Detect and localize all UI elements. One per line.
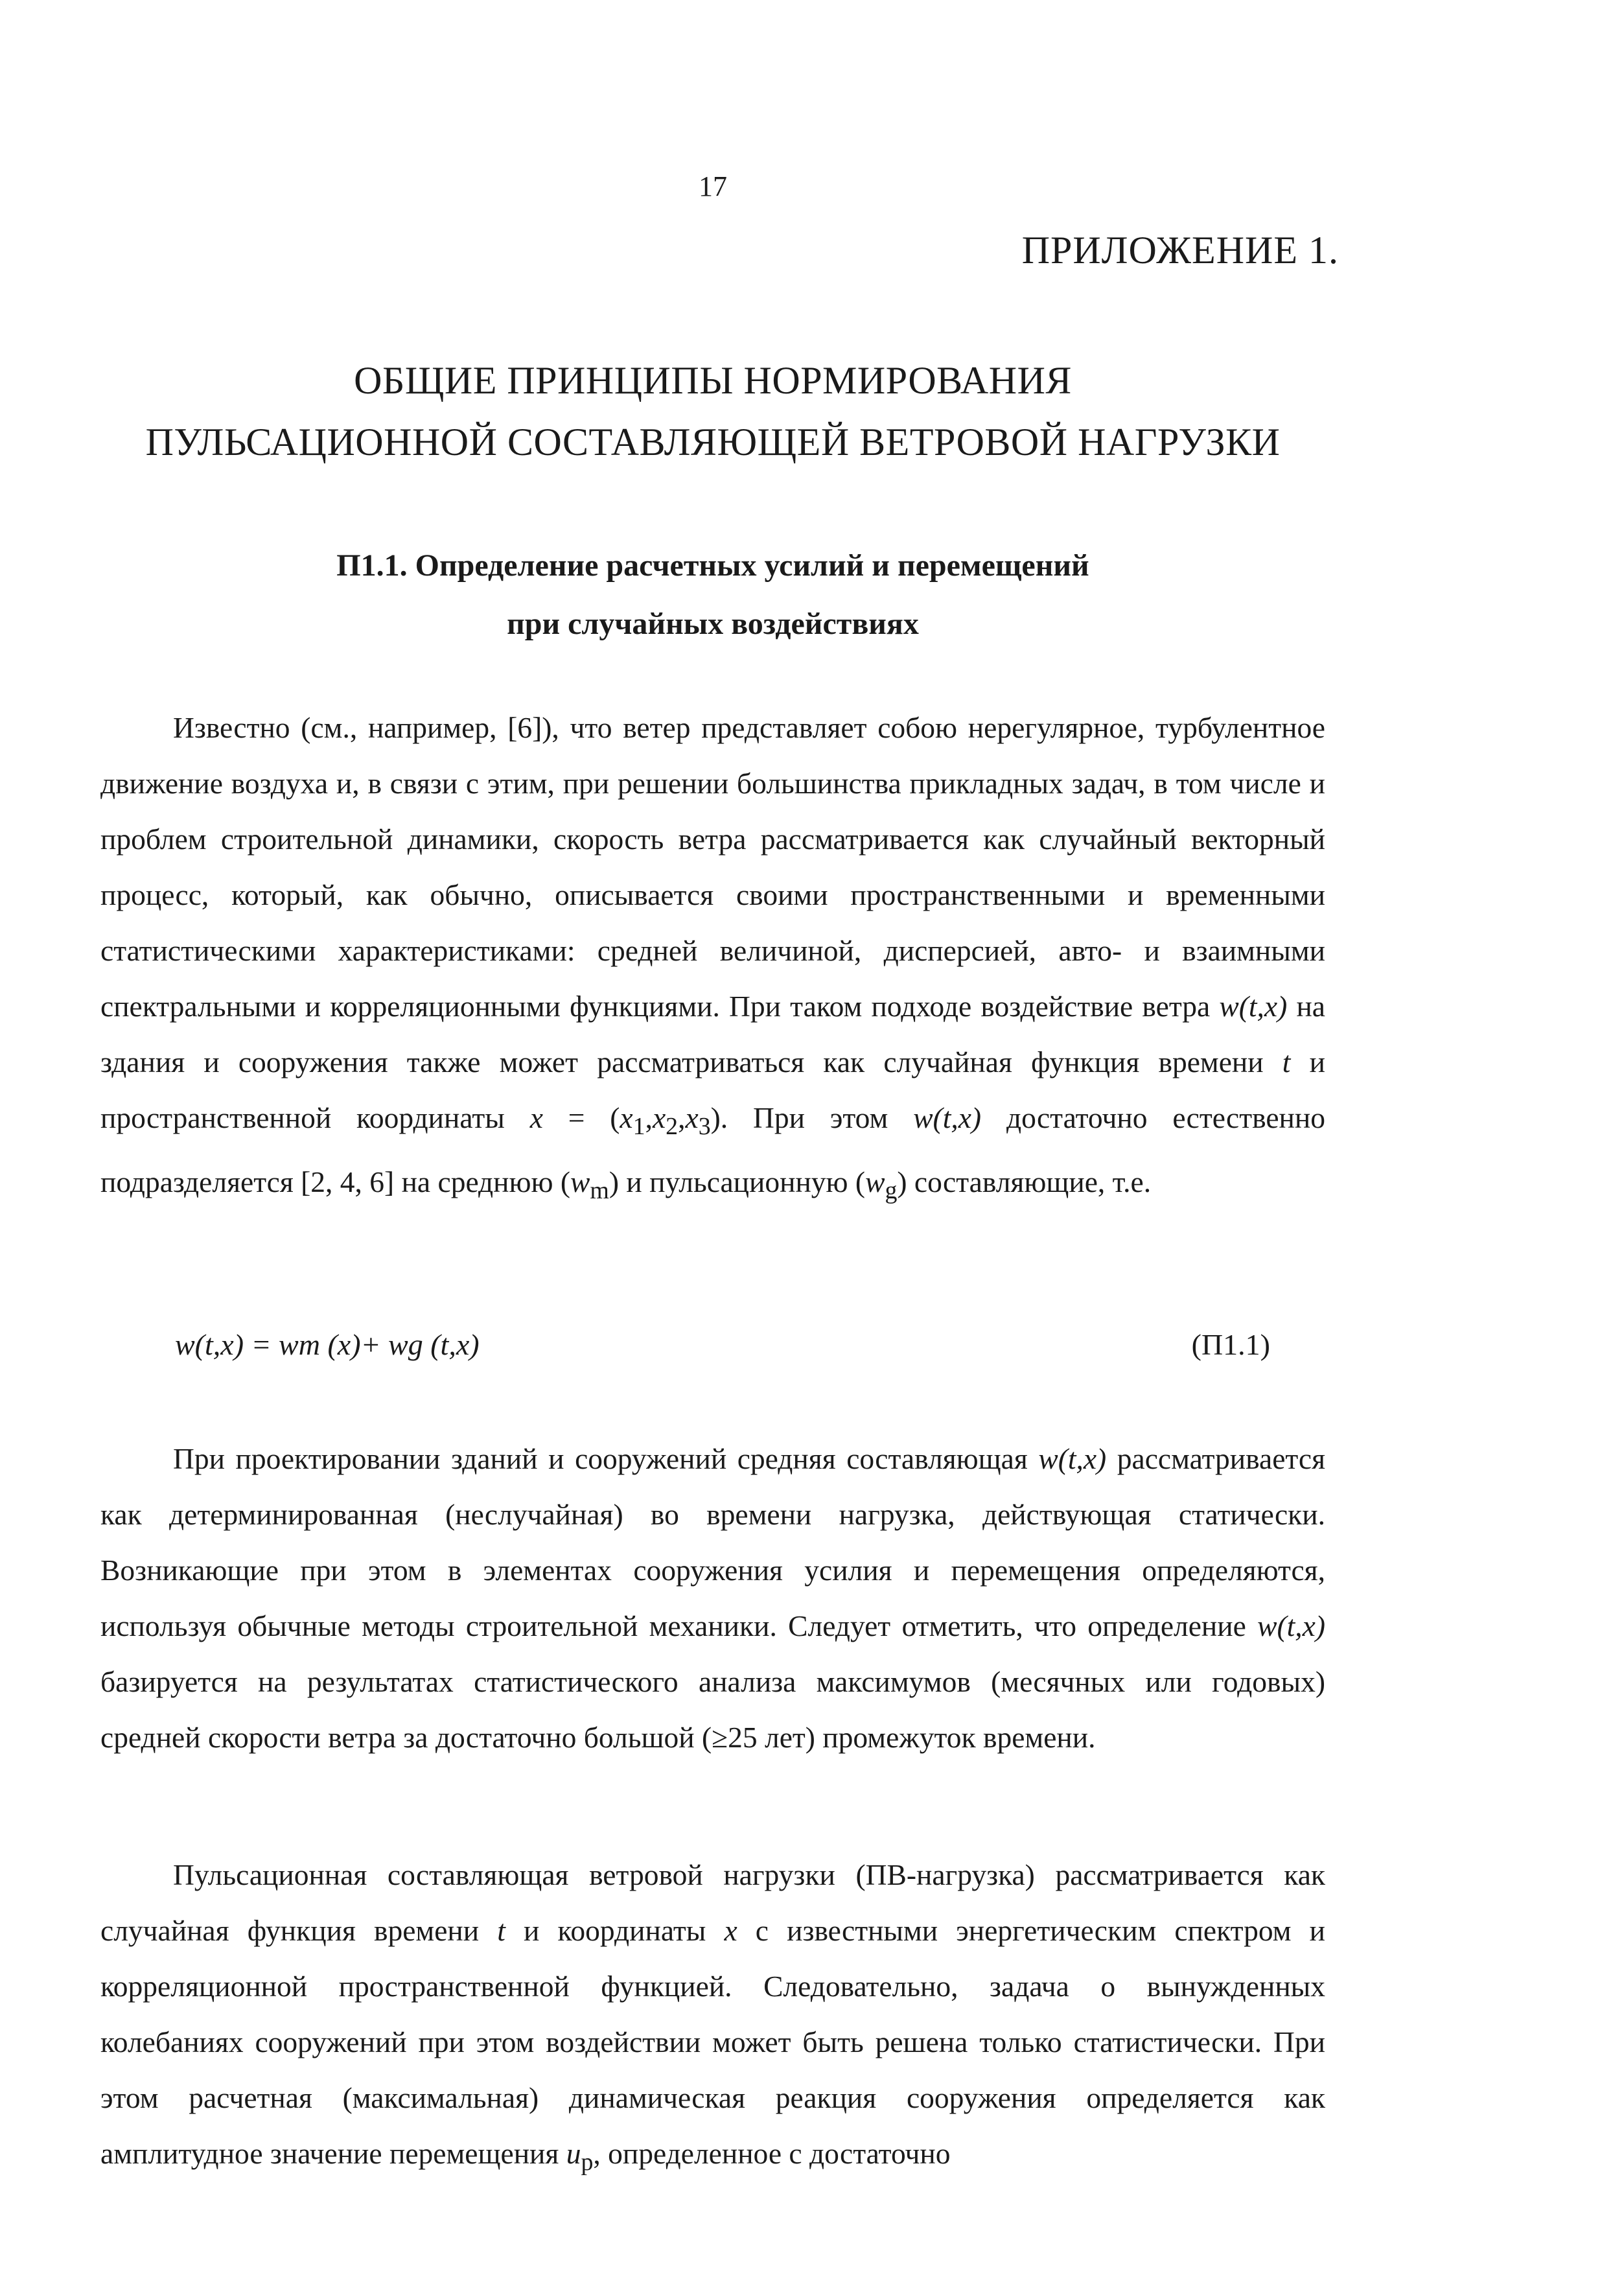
text-run: рассматривается как детерминированная (неслучайная) во времени нагрузка, действующая статически. Возникающие при этом в элементах сооружения усилия и перемещения определяются, используя обычные методы строительной механики. Следует отметить, что определение — [100, 1442, 1325, 1642]
text-run: достаточно естественно подразделяется [2, 4, 6] на среднюю ( — [100, 1101, 1325, 1199]
appendix-label: ПРИЛОЖЕНИЕ 1. — [1021, 229, 1339, 272]
text-run: , — [678, 1101, 686, 1134]
main-title-line-2: ПУЛЬСАЦИОННОЙ СОСТАВЛЯЮЩЕЙ ВЕТРОВОЙ НАГРУЗКИ — [145, 421, 1281, 463]
equation-body: w(t,x) = wm (x)+ wg (t,x) — [175, 1328, 480, 1361]
main-title — [0, 350, 1426, 473]
math-w: w — [570, 1165, 590, 1199]
text-run: При проектировании зданий и сооружений средняя составляющая — [173, 1442, 1039, 1475]
math-w: w — [865, 1165, 885, 1199]
math-w-tx: w(t,x) — [913, 1101, 982, 1134]
math-u: u — [566, 2137, 581, 2170]
math-x: x — [724, 1914, 737, 1947]
text-run: Известно (см., например, [6]), что ветер представляет собою нерегулярное, турбулентное движение воздуха и, в связи с этим, при решении большинства прикладных задач, в том числе и проблем строительной динамики, скорость ветра рассматривается как случайный векторный процесс, который, как обычно, описывается своими пространственными и временными статистическими характеристиками: средней величиной, дисперсией, авто- и взаимными спектральными и корреляционными функциями. При таком подходе воздействие ветра — [100, 711, 1325, 1023]
text-run: Пульсационная составляющая ветровой нагрузки (ПВ-нагрузка) рассматривается как случайная функция времени — [100, 1858, 1325, 1947]
subscript: 1 — [632, 1113, 645, 1141]
equation-text — [175, 1327, 480, 1362]
page-number: 17 — [699, 170, 727, 202]
math-w-tx: w(t,x) — [1038, 1442, 1107, 1475]
section-title-line-2: при случайных воздействиях — [507, 607, 919, 641]
subscript: 3 — [698, 1113, 711, 1141]
main-title-line-1: ОБЩИЕ ПРИНЦИПЫ НОРМИРОВАНИЯ — [354, 359, 1072, 402]
paragraph-pulsation-component — [100, 1847, 1325, 2190]
text-run: , определенное с достаточно — [593, 2137, 951, 2170]
section-title-line-1: П1.1. Определение расчетных усилий и перемещений — [336, 548, 1089, 583]
subscript: p — [581, 2149, 594, 2176]
equation-number: (П1.1) — [1191, 1328, 1270, 1361]
text-run: и координаты — [505, 1914, 725, 1947]
text-run: и пространственной координаты — [100, 1045, 1325, 1134]
math-x: x — [685, 1101, 699, 1134]
math-t: t — [497, 1914, 505, 1947]
text-run: на здания и сооружения также может рассматриваться как случайная функция времени — [100, 990, 1326, 1078]
math-w-tx: w(t,x) — [1257, 1609, 1325, 1642]
paragraph-mean-component-text — [100, 1431, 1325, 1765]
math-w-tx: w(t,x) — [1219, 990, 1288, 1023]
paragraph-intro-text — [100, 700, 1325, 1218]
math-x: x — [652, 1101, 666, 1134]
equation-p1-1 — [175, 1327, 1270, 1379]
subscript: 2 — [666, 1113, 679, 1141]
math-t: t — [1282, 1045, 1291, 1078]
paragraph-intro — [100, 700, 1325, 1218]
text-run: ) и пульсационную ( — [609, 1165, 866, 1199]
math-x: x — [620, 1101, 633, 1134]
subscript: m — [590, 1177, 609, 1205]
text-run: = ( — [542, 1101, 620, 1134]
text-run: с известными энергетическим спектром и корреляционной пространственной функцией. Следовательно, задача о вынужденных колебаниях сооружений при этом воздействии может быть решена только статистически. При этом расчетная (максимальная) динамическая реакция сооружения определяется как амплитудное значение перемещения — [100, 1914, 1325, 2170]
math-x: x — [529, 1101, 543, 1134]
subscript: g — [885, 1177, 898, 1205]
text-run: ) составляющие, т.е. — [897, 1165, 1152, 1199]
paragraph-mean-component — [100, 1431, 1325, 1765]
paragraph-pulsation-component-text — [100, 1847, 1325, 2190]
section-title — [0, 537, 1426, 653]
text-run: , — [645, 1101, 653, 1134]
text-run: базируется на результатах статистического анализа максимумов (месячных или годовых) средней скорости ветра за достаточно большой (≥25 лет) промежуток времени. — [100, 1665, 1325, 1754]
text-run: ). При этом — [710, 1101, 914, 1134]
